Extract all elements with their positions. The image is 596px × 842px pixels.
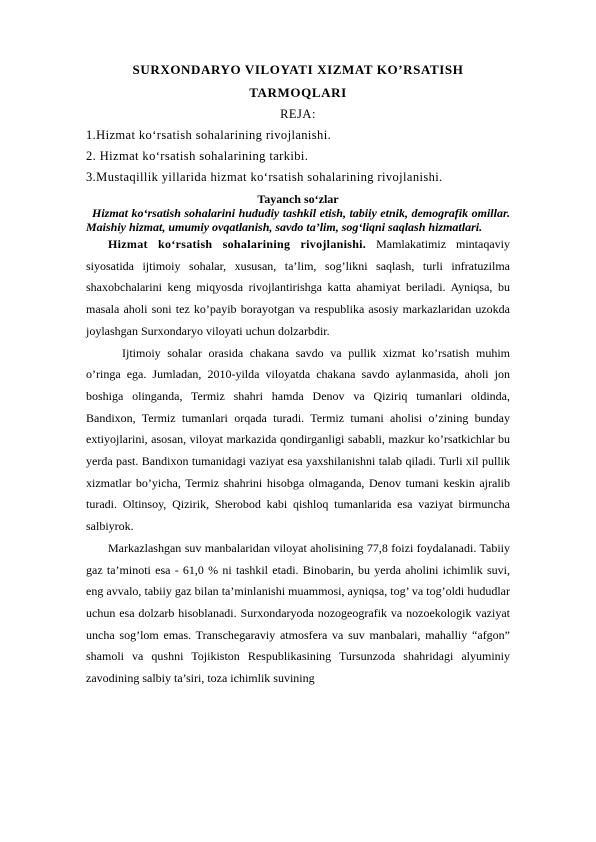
plan-heading: REJA: (280, 107, 316, 121)
document-title-line-2: TARMOQLARI (249, 85, 347, 100)
plan-item-1: 1.Hizmat ko‘rsatish sohalarining rivojlanishi. (86, 128, 332, 142)
keywords-heading: Tayanch so‘zlar (257, 192, 339, 206)
plan-item-3: 3.Mustaqillik yillarida hizmat ko‘rsatish sohalarining rivojlanishi. (86, 170, 443, 184)
paragraph-3: Markazlashgan suv manbalaridan viloyat aholisining 77,8 foizi foydalanadi. Tabiiy gaz ta’minoti esa - 61,0 % ni tashkil etadi. Binobarin, bu yerda aholini ichimlik suvi, eng avvalo, tabiiy gaz bilan ta’minlanishi muammosi, ayniqsa, tog’ va tog’oldi hududlar uchun esa dolzarb hisoblanadi. Surxondaryoda nozogeografik va nozoekologik vaziyat uncha sog’lom emas. Transchegaraviy atmosfera va suv manbalari, mahalliy “afgon” shamoli va qushni Tojikiston Respublikasining Tursunzoda shahridagi alyuminiy zavodining salbiy ta’siri, toza ichimlik suvining (86, 540, 510, 686)
paragraph-1-text: Mamlakatimiz mintaqaviy siyosatida ijtimoiy sohalar, xususan, ta’lim, sog’likni saqlash, turli infratuzilma shaxobchalarini keng miqyosda rivojlantirishga katta ahamiyat beriladi. Ayniqsa, bu masala aholi soni tez ko’payib borayotgan va respublika asosiy markazlaridan uzokda joylashgan Surxondaryo viloyati uchun dolzarbdir. (86, 237, 510, 338)
keywords-text: Hizmat ko‘rsatish sohalarini hududiy tashkil etish, tabiiy etnik, demografik omillar. Maishiy hizmat, umumiy ovqatlanish, savdo ta’lim, sog‘liqni saqlash hizmatlari. (86, 206, 510, 234)
document-page (86, 58, 510, 690)
plan-item-2: 2. Hizmat ko‘rsatish sohalarining tarkibi. (86, 149, 309, 163)
paragraph-1 (86, 234, 510, 343)
paragraph-1-lead: Hizmat ko‘rsatish sohalarining rivojlanishi. (108, 237, 367, 251)
paragraph-2: Ijtimoiy sohalar orasida chakana savdo va pullik xizmat ko’rsatish muhim o’ringa ega. Jumladan, 2010-yilda viloyatda chakana savdo aylanmasida, aholi jon boshiga olinganda, Termiz shahri hamda Denov va Qiziriq tumanlari oldinda, Bandixon, Termiz tumanlari orqada turadi. Termiz tumani aholisi o’zining bunday extiyojlarini, asosan, viloyat markazida qondirganligi sababli, mazkur ko’rsatkichlar bu yerda past. Bandixon tumanidagi vaziyat esa yaxshilanishni talab qiladi. Turli xil pullik xizmatlar bo’yicha, Termiz shahrini hisobga olmaganda, Denov tumani keskin ajralib turadi. Oltinsoy, Qizirik, Sherobod kabi qishloq tumanlarida esa vaziyat birmuncha salbiyrok. (86, 345, 510, 534)
document-title-line-1: SURXONDARYO VILOYATI XIZMAT KO’RSATISH (132, 62, 464, 77)
